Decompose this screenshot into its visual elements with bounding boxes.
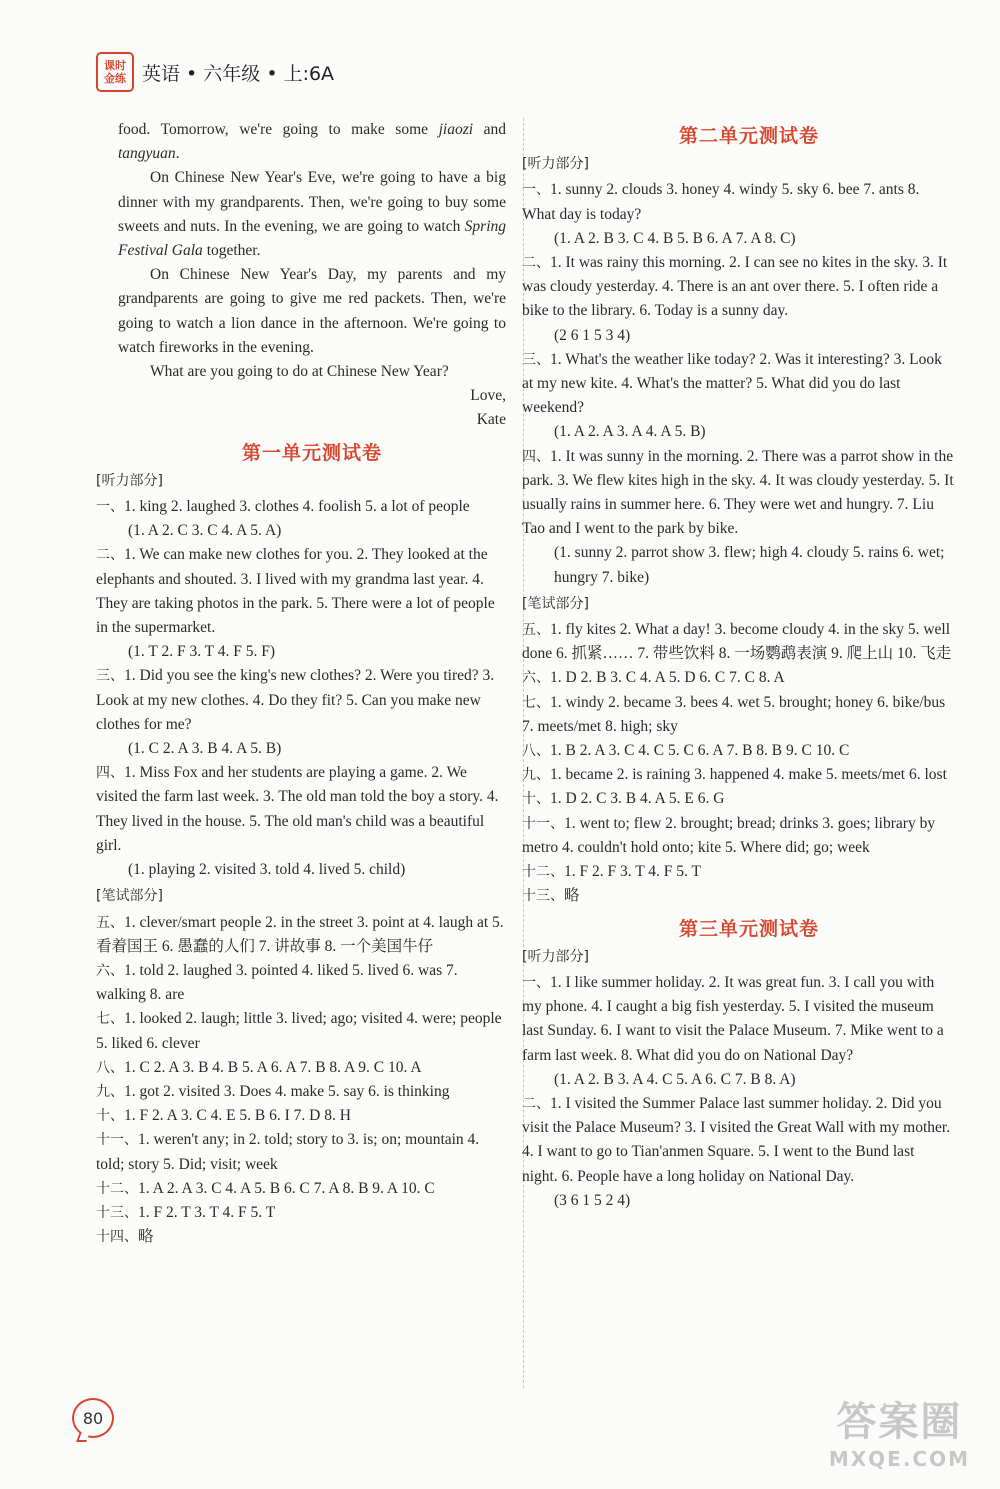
item-number: 二、: [96, 547, 124, 564]
item-answer-key: (1. A 2. B 3. C 4. B 5. B 6. A 7. A 8. C): [554, 229, 796, 247]
item-text: 略: [564, 887, 580, 905]
unit1-written-label: [笔试部分]: [96, 888, 163, 905]
answer-item: [96, 1177, 506, 1201]
item-text: 1. sunny 2. clouds 3. honey 4. windy 5. sky 6. bee 7. ants 8. What day is today?: [522, 181, 920, 223]
unit1-listening-label: [听力部分]: [96, 472, 163, 489]
item-number: 一、: [522, 182, 550, 199]
item-answer-key: (3 6 1 5 2 4): [554, 1191, 631, 1209]
item-text: 1. clever/smart people 2. in the street 3. point at 4. laugh at 5. 看着国王 6. 愚蠢的人们 7. 讲故事 8. 一个美国牛仔: [96, 913, 504, 955]
letter-paragraph: On Chinese New Year's Eve, we're going to have a big dinner with my grandparents. Then, we're going to buy some sweets and nuts. In the evening, we are going to watch Spring Festival Gala together.: [118, 169, 506, 260]
answer-item: [522, 860, 954, 884]
answer-item: [96, 1225, 506, 1249]
item-text: 1. D 2. B 3. C 4. A 5. D 6. C 7. C 8. A: [550, 669, 785, 687]
item-text: 1. F 2. T 3. T 4. F 5. T: [138, 1203, 276, 1221]
item-number: 三、: [96, 668, 124, 685]
item-number: 二、: [522, 255, 550, 272]
answer-item: [96, 1128, 506, 1176]
answer-item: [522, 971, 954, 1068]
item-number: 四、: [96, 765, 124, 782]
answer-item: [522, 618, 954, 666]
answer-item: [96, 761, 506, 858]
item-text: 1. became 2. is raining 3. happened 4. make 5. meets/met 6. lost: [550, 766, 947, 784]
item-text: 1. It was rainy this morning. 2. I can see no kites in the sky. 3. It was cloudy yesterday. 4. There is an ant over there. 5. I often ride a bike to the library. 6. Today is a sunny day.: [522, 254, 948, 320]
unit1-title: 第一单元测试卷: [241, 441, 382, 464]
item-number: 十、: [96, 1108, 124, 1125]
answer-item: [96, 1104, 506, 1128]
unit3-title: 第三单元测试卷: [678, 917, 819, 940]
item-number: 十一、: [96, 1132, 138, 1149]
item-text: 1. windy 2. became 3. bees 4. wet 5. brought; honey 6. bike/bus 7. meets/met 8. high; sky: [522, 693, 946, 735]
item-text: 1. got 2. visited 3. Does 4. make 5. say 6. is thinking: [124, 1082, 450, 1100]
item-text: 略: [138, 1228, 154, 1246]
item-number: 九、: [96, 1083, 124, 1100]
unit2-written-label: [笔试部分]: [522, 595, 589, 612]
answer-item: [522, 812, 954, 860]
unit2-written-answers: [522, 618, 954, 908]
page-number-badge: [72, 1398, 114, 1438]
unit3-listening-answers: [522, 971, 954, 1213]
item-number: 十四、: [96, 1229, 138, 1246]
page-number: 80: [82, 1408, 104, 1428]
item-number: 六、: [96, 962, 124, 979]
item-text: 1. C 2. A 3. B 4. B 5. A 6. A 7. B 8. A 9. C 10. A: [124, 1058, 422, 1076]
item-answer-key: (1. A 2. A 3. A 4. A 5. B): [554, 423, 706, 441]
letter-paragraph: food. Tomorrow, we're going to make some jiaozi and tangyuan.: [118, 121, 506, 163]
letter-paragraph: Love,: [470, 387, 506, 405]
left-column: [96, 118, 506, 1249]
item-number: 一、: [522, 974, 550, 991]
book-title: 英语 • 六年级 • 上:6A: [142, 62, 335, 85]
answer-item: [96, 1201, 506, 1225]
right-column: [522, 118, 954, 1213]
item-text: 1. F 2. A 3. C 4. E 5. B 6. I 7. D 8. H: [124, 1107, 351, 1125]
answer-item: [96, 495, 506, 519]
item-number: 七、: [96, 1011, 124, 1028]
item-number: 九、: [522, 767, 550, 784]
item-number: 十一、: [522, 815, 564, 832]
item-text: 1. Miss Fox and her students are playing a game. 2. We visited the farm last week. 3. The old man told the boy a story. 4. They lived in the house. 5. The old man's child was a beautiful girl.: [96, 764, 499, 854]
item-text: 1. looked 2. laugh; little 3. lived; ago; visited 4. were; people 5. liked 6. clever: [96, 1010, 502, 1052]
letter-paragraph: Kate: [476, 411, 506, 429]
item-number: 八、: [522, 743, 550, 760]
item-answer-key: (1. playing 2. visited 3. told 4. lived 5. child): [128, 861, 406, 879]
item-number: 十三、: [522, 888, 564, 905]
letter-paragraph: What are you going to do at Chinese New Year?: [150, 363, 449, 381]
answer-item: [96, 1080, 506, 1104]
answer-item: [522, 691, 954, 739]
answer-item: [96, 1007, 506, 1055]
item-text: 1. fly kites 2. What a day! 3. become cloudy 4. in the sky 5. well done 6. 抓紧…… 7. 带些饮料 8. 一场鹦鹉表演 9. 爬上山 10. 飞走: [522, 621, 952, 663]
watermark-logo: [829, 1390, 970, 1471]
item-text: 1. B 2. A 3. C 4. C 5. C 6. A 7. B 8. B 9. C 10. C: [550, 742, 850, 760]
answer-item: [96, 1056, 506, 1080]
answer-item: [522, 739, 954, 763]
item-number: 七、: [522, 694, 550, 711]
answer-item: [522, 666, 954, 690]
item-number: 十二、: [522, 864, 564, 881]
unit3-listening-label: [听力部分]: [522, 948, 589, 965]
unit2-listening-answers: [522, 178, 954, 589]
item-number: 八、: [96, 1059, 124, 1076]
answer-item: [522, 884, 954, 908]
item-text: 1. A 2. A 3. C 4. A 5. B 6. C 7. A 8. B 9. A 10. C: [138, 1179, 435, 1197]
item-text: 1. I visited the Summer Palace last summer holiday. 2. Did you visit the Palace Museum? 3. I visited the Great Wall with my mother. 4. I want to go to Tian'anmen Square. 5. I went to the Bund last night. 6. People have a long holiday on National Day.: [522, 1094, 951, 1185]
page-header: [96, 52, 334, 92]
item-number: 一、: [96, 499, 124, 516]
answer-item: [96, 911, 506, 959]
item-text: 1. weren't any; in 2. told; story to 3. is; on; mountain 4. told; story 5. Did; visit; week: [96, 1131, 480, 1173]
answer-item: [522, 787, 954, 811]
letter-text: [118, 118, 506, 433]
item-number: 二、: [522, 1095, 550, 1112]
item-text: 1. Did you see the king's new clothes? 2. Were you tired? 3. Look at my new clothes. 4. Do they fit? 5. Can you make new clothes for me?: [96, 667, 495, 733]
item-number: 六、: [522, 670, 550, 687]
item-answer-key: (1. A 2. C 3. C 4. A 5. A): [128, 522, 282, 540]
item-number: 十二、: [96, 1180, 138, 1197]
letter-paragraph: On Chinese New Year's Day, my parents and my grandparents are going to give me red packets. Then, we're going to watch a lion dance in the afternoon. We're going to watch fireworks in the evening.: [118, 266, 506, 356]
item-number: 五、: [96, 914, 124, 931]
item-text: 1. D 2. C 3. B 4. A 5. E 6. G: [550, 790, 725, 808]
answer-item: [522, 445, 954, 542]
unit1-listening-answers: [96, 495, 506, 882]
item-number: 五、: [522, 622, 550, 639]
logo-line2: 金练: [104, 72, 126, 85]
answer-item: [522, 178, 954, 226]
unit1-written-answers: [96, 911, 506, 1250]
answer-item: [522, 763, 954, 787]
logo-line1: 课时: [104, 59, 126, 72]
unit2-title: 第二单元测试卷: [678, 125, 819, 147]
item-answer-key: (2 6 1 5 3 4): [554, 326, 631, 344]
item-answer-key: (1. T 2. F 3. T 4. F 5. F): [128, 643, 276, 661]
item-answer-key: (1. C 2. A 3. B 4. A 5. B): [128, 740, 282, 758]
item-number: 三、: [522, 351, 550, 368]
answer-item: [96, 959, 506, 1007]
item-text: 1. I like summer holiday. 2. It was great fun. 3. I call you with my phone. 4. I caught a big fish yesterday. 5. I visited the museum last Sunday. 6. I want to visit the Palace Museum. 7. Mike went to a farm last week. 8. What did you do on National Day?: [522, 973, 944, 1064]
item-text: 1. told 2. laughed 3. pointed 4. liked 5. lived 6. was 7. walking 8. are: [96, 961, 458, 1004]
answer-item: [522, 1092, 954, 1189]
item-text: 1. We can make new clothes for you. 2. They looked at the elephants and shouted. 3. I lived with my grandma last year. 4. They are taking photos in the park. 5. There were a lot of people in the supermarket.: [96, 546, 495, 637]
answer-item: [96, 664, 506, 737]
answer-item: [522, 251, 954, 324]
item-answer-key: (1. A 2. B 3. A 4. C 5. A 6. C 7. B 8. A): [554, 1070, 796, 1088]
item-number: 十、: [522, 791, 550, 808]
item-text: 1. went to; flew 2. brought; bread; drinks 3. goes; library by metro 4. couldn't hold onto; kite 5. Where did; go; week: [522, 814, 936, 856]
item-number: 十三、: [96, 1204, 138, 1221]
item-answer-key: (1. sunny 2. parrot show 3. flew; high 4. cloudy 5. rains 6. wet; hungry 7. bike): [554, 544, 945, 586]
item-text: 1. It was sunny in the morning. 2. There was a parrot show in the park. 3. We flew kites high in the sky. 4. It was cloudy yesterday. 5. It usually rains in summer here. 6. They were wet and hungry. 7. Liu Tao and I went to the park by bike.: [522, 447, 954, 538]
watermark-small: MXQE.COM: [828, 1447, 970, 1471]
answer-item: [522, 348, 954, 421]
watermark-big: 答案圈: [836, 1399, 963, 1445]
answer-item: [96, 543, 506, 640]
item-number: 四、: [522, 448, 550, 465]
item-text: 1. What's the weather like today? 2. Was it interesting? 3. Look at my new kite. 4. What's the matter? 5. What did you do last weekend?: [522, 350, 942, 417]
item-text: 1. king 2. laughed 3. clothes 4. foolish 5. a lot of people: [124, 498, 470, 516]
item-text: 1. F 2. F 3. T 4. F 5. T: [564, 863, 701, 881]
book-logo: [96, 52, 134, 92]
unit2-listening-label: [听力部分]: [522, 156, 589, 173]
